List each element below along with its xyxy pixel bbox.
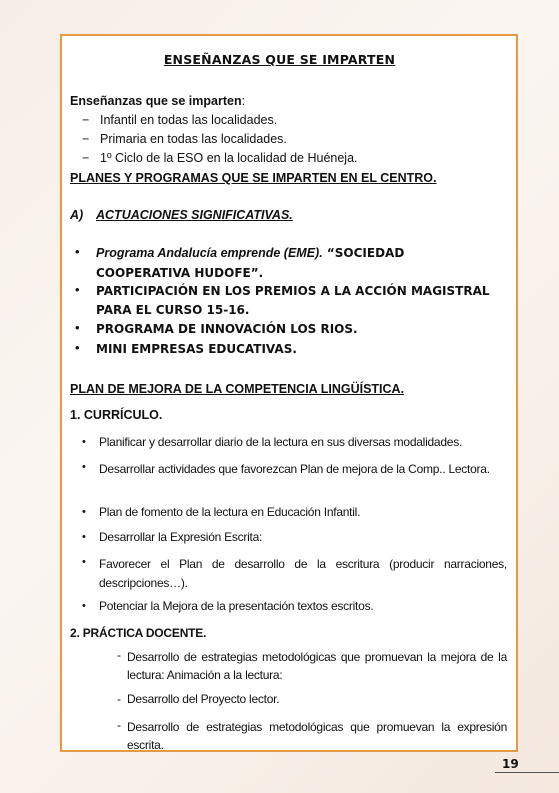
practica-item: Desarrollo del Proyecto lector. [127,692,280,706]
page-title: ENSEÑANZAS QUE SE IMPARTEN [163,52,396,67]
page-number-rule [495,772,559,773]
actuacion-item-2-line1: PARTICIPACIÓN EN LOS PREMIOS A LA ACCIÓN MAGISTRAL [96,284,490,298]
practica-heading: 2. PRÁCTICA DOCENTE. [70,626,207,640]
actuacion-item-4: MINI EMPRESAS EDUCATIVAS. [96,342,297,356]
eme-program: Programa Andalucía emprende (EME). [96,246,323,260]
ensenanzas-label-line [70,94,245,108]
bullet-marker: • [82,556,86,568]
dash-marker: - [117,692,121,706]
ensenanzas-colon: : [241,94,246,108]
actuaciones-heading: ACTUACIONES SIGNIFICATIVAS. [96,208,293,222]
planes-heading: PLANES Y PROGRAMAS QUE SE IMPARTEN EN EL CENTRO. [70,171,437,185]
curriculo-item: Desarrollar la Expresión Escrita: [99,530,263,544]
practica-item: Desarrollo de estrategias metodológicas que promuevan la mejora de la lectura: Animación a la lectura: [127,650,507,682]
bullet-marker: • [82,461,86,473]
bullet-marker: • [82,531,86,543]
sociedad-text: “SOCIEDAD [322,246,405,260]
actuacion-item-1-line2: COOPERATIVA HUDOFE”. [96,266,264,280]
bullet-marker: • [82,600,86,612]
bullet-marker: • [75,244,80,259]
bullet-marker: • [75,340,80,355]
dash-marker: − [82,113,90,127]
dash-marker: - [117,648,121,662]
curriculo-item: Favorecer el Plan de desarrollo de la escritura (producir narraciones, descripciones…). [99,557,507,590]
curriculo-item: Planificar y desarrollar diario de la lectura en sus diversas modalidades. [99,435,463,449]
bullet-marker: • [75,320,80,335]
ensenanzas-label: Enseñanzas que se imparten [70,94,242,108]
practica-item: Desarrollo de estrategias metodológicas que promuevan la expresión escrita. [127,720,507,752]
dash-marker: − [82,151,90,165]
plan-mejora-heading: PLAN DE MEJORA DE LA COMPETENCIA LINGÜÍSTICA. [70,382,405,396]
bullet-marker: • [82,436,86,448]
dash-marker: − [82,132,90,146]
bullet-marker: • [82,506,86,518]
bullet-marker: • [75,282,80,297]
actuaciones-letter: A) [70,208,84,222]
actuacion-item-2-line2: PARA EL CURSO 15-16. [96,303,250,317]
curriculo-item: Potenciar la Mejora de la presentación textos escritos. [99,599,374,613]
dash-marker: - [117,718,121,732]
ensenanza-item: Infantil en todas las localidades. [100,113,278,127]
ensenanza-item: Primaria en todas las localidades. [100,132,287,146]
curriculo-item: Desarrollar actividades que favorezcan Plan de mejora de la Comp.. Lectora. [99,462,490,476]
curriculo-item: Plan de fomento de la lectura en Educación Infantil. [99,505,361,519]
actuacion-item-3: PROGRAMA DE INNOVACIÓN LOS RIOS. [96,322,358,336]
page-number: 19 [502,757,519,771]
ensenanza-item: 1º Ciclo de la ESO en la localidad de Huéneja. [100,151,358,165]
curriculo-heading: 1. CURRÍCULO. [70,408,163,422]
actuacion-item-1-line1 [96,246,404,260]
